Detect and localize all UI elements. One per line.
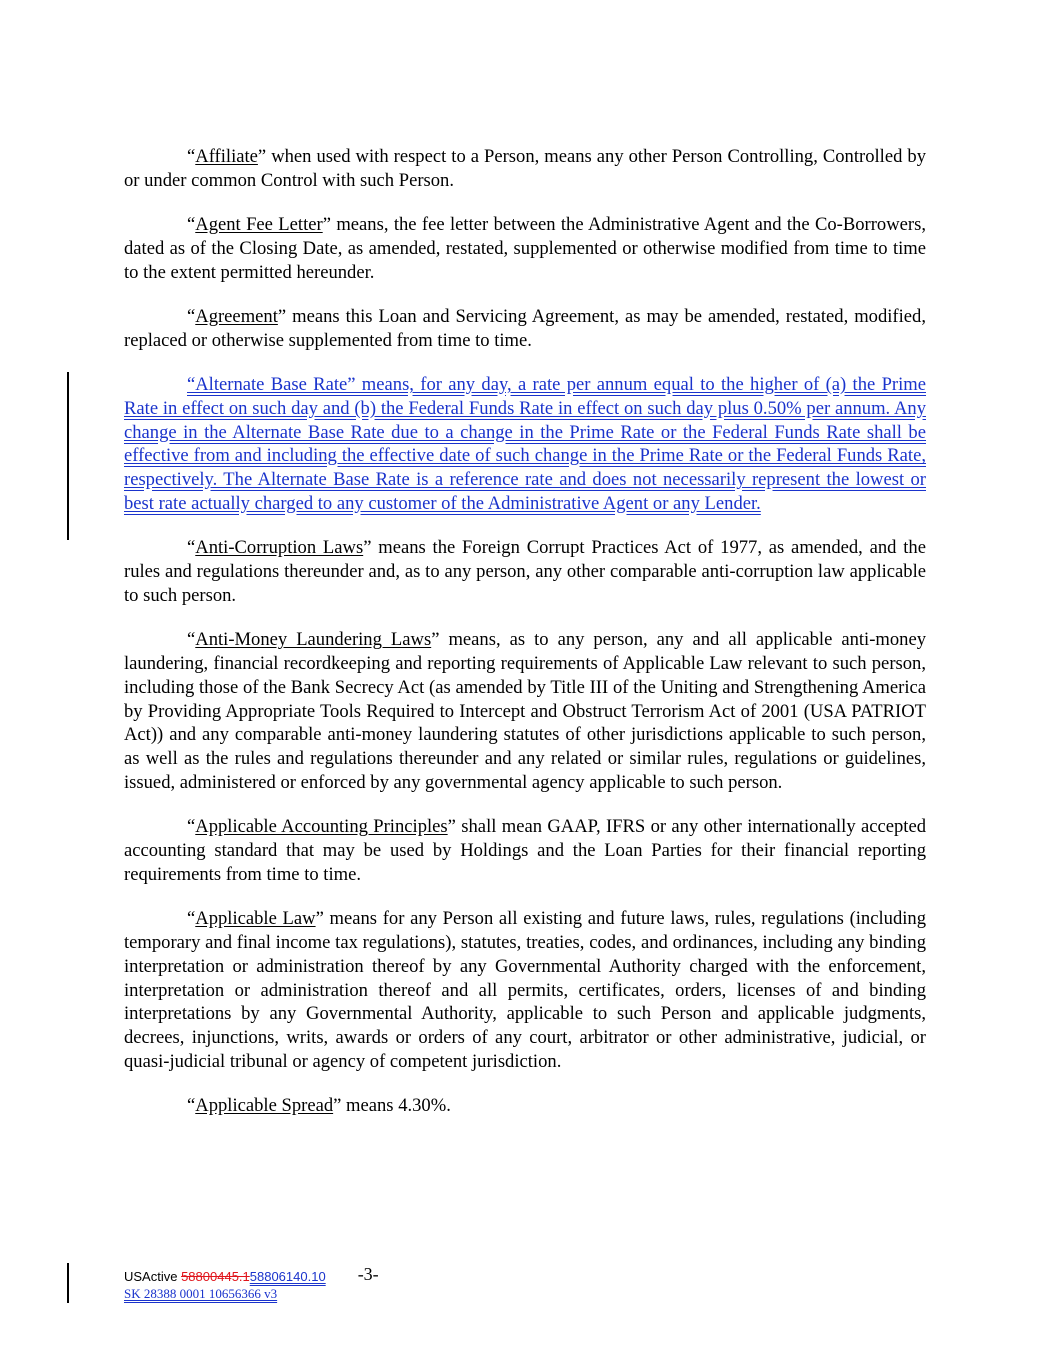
defined-term: Agreement: [195, 305, 278, 327]
document-id-label: USActive: [124, 1269, 182, 1284]
definition-applicable-accounting-principles: “Applicable Accounting Principles” shall mean GAAP, IFRS or any other internationally accepted accounting standard that may be used by Holdings and the Loan Parties for their financial reporting requirements from time to time.: [124, 816, 927, 885]
inserted-text: “Alternate Base Rate” means, for any day, a rate per annum equal to the higher of (a) the Prime Rate in effect on such day and (b) the Federal Funds Rate in effect on such day plus 0.50% per annum. Any change in the Alternate Base Rate due to a change in the Prime Rate or the Federal Funds Rate shall be effective from and including the effective date of such change in the Prime Rate or the Federal Funds Rate, respectively. The Alternate Base Rate is a reference rate and does not necessarily represent the lowest or best rate actually charged to any customer of the Administrative Agent or any Lender.: [124, 374, 926, 515]
definition-anti-money-laundering-laws: “Anti-Money Laundering Laws” means, as to any person, any and all applicable anti-money laundering, financial recordkeeping and reporting requirements of Applicable Law relevant to such person, including those of the Bank Secrecy Act (as amended by Title III of the Uniting and Strengthening America by Providing Appropriate Tools Required to Intercept and Obstruct Terrorism Act of 2001 (USA PATRIOT Act)) and any comparable anti-money laundering statutes of other jurisdictions applicable to such person, as well as the rules and regulations thereunder and any related or similar rules, regulations or guidelines, issued, administered or enforced by any governmental agency applicable to such person.: [124, 629, 927, 794]
inserted-document-id: 58806140.10: [249, 1269, 326, 1284]
definition-applicable-spread: “Applicable Spread” means 4.30%.: [187, 1095, 451, 1117]
page-footer: [124, 1266, 379, 1302]
defined-term: Affiliate: [195, 146, 258, 167]
definition-applicable-law: “Applicable Law” means for any Person all existing and future laws, rules, regulations (including temporary and final income tax regulations), statutes, treaties, codes, and ordinances, including any binding interpretation or administration thereof by any Governmental Authority charged with the enforcement, interpretation or administration thereof and all permits, certificates, orders, licenses of and binding interpretations by any Governmental Authority, applicable to such Person and applicable judgments, decrees, injunctions, writs, awards or orders of any court, arbitrator or other administrative, judicial, or quasi-judicial tribunal or agency of competent jurisdiction.: [124, 908, 927, 1072]
defined-term: Anti-Corruption Laws: [195, 537, 364, 559]
defined-term: Agent Fee Letter: [195, 214, 323, 236]
page-number: -3-: [357, 1264, 379, 1284]
defined-term: Applicable Spread: [195, 1095, 334, 1117]
deleted-document-id: 58800445.1: [181, 1269, 250, 1284]
defined-term: Applicable Law: [195, 908, 316, 930]
defined-term: Applicable Accounting Principles: [195, 816, 448, 838]
definition-agreement: “Agreement” means this Loan and Servicing Agreement, as may be amended, restated, modified, replaced or otherwise supplemented from time to time.: [124, 305, 926, 351]
change-bar-alternate-base-rate: [67, 372, 69, 540]
secondary-document-id: SK 28388 0001 10656366 v3: [124, 1286, 278, 1301]
change-bar-footer: [67, 1263, 69, 1303]
definitions-section: [124, 145, 926, 1139]
definition-alternate-base-rate-inserted: [124, 373, 926, 516]
definition-agent-fee-letter: “Agent Fee Letter” means, the fee letter between the Administrative Agent and the Co-Borrowers, dated as of the Closing Date, as amended, restated, supplemented or otherwise modified from time to time to the extent permitted hereunder.: [124, 214, 926, 283]
defined-term: Anti-Money Laundering Laws: [195, 629, 432, 651]
definition-affiliate: “Affiliate” when used with respect to a Person, means any other Person Controlling, Controlled by or under common Control with such Person.: [124, 146, 926, 191]
document-id-line: [124, 1266, 379, 1286]
definition-anti-corruption-laws: “Anti-Corruption Laws” means the Foreign Corrupt Practices Act of 1977, as amended, and the rules and regulations thereunder and, as to any person, any other comparable anti-corruption law applicable to such person.: [124, 537, 926, 606]
